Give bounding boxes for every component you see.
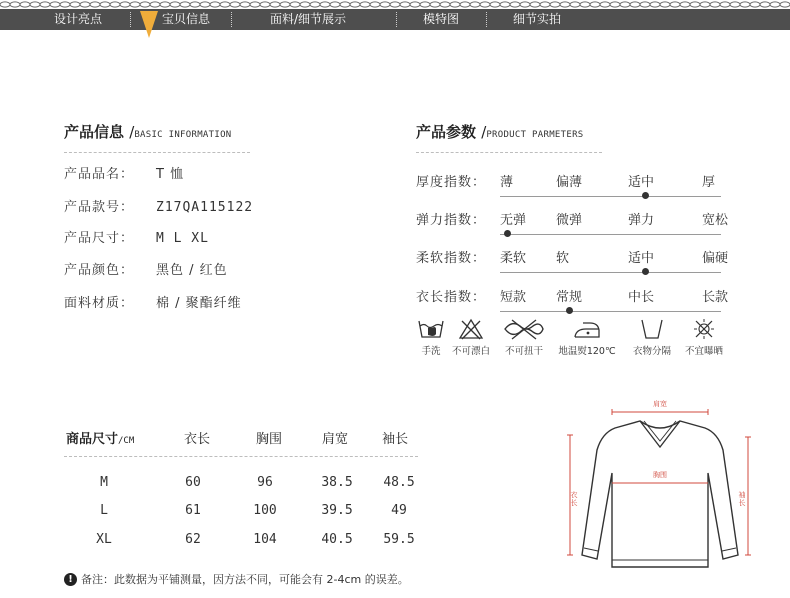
parameter-option: 无弹 [500, 213, 527, 228]
measurement-cell: 40.5 [321, 532, 353, 547]
measurement-cell: 62 [185, 532, 201, 547]
iron-low-temp-icon [572, 318, 602, 340]
no-sun-dry-icon [690, 318, 718, 340]
parameter-option: 软 [556, 251, 570, 266]
size-unit: /CM [118, 436, 135, 446]
measurement-cell: 60 [185, 475, 201, 490]
nav-item-fabric-details[interactable]: 面料/细节展示 [270, 12, 347, 26]
top-nav [0, 0, 790, 30]
measurement-cell: 49 [391, 503, 407, 518]
info-label: 面料材质： [64, 296, 135, 311]
parameter-scale-line [500, 196, 721, 197]
nav-bar [0, 9, 790, 30]
warning-icon: ! [64, 573, 77, 586]
sleeve-length-label: 袖长 [738, 491, 746, 507]
measurement-cell: 104 [253, 532, 277, 547]
parameter-label: 衣长指数： [416, 290, 487, 305]
info-row-name [64, 166, 184, 184]
care-no-sun-dry [674, 318, 734, 357]
dry-separately-icon [638, 318, 666, 340]
care-no-bleach [441, 318, 501, 357]
care-dry-separately [622, 318, 682, 357]
size-table-header-sleeve: 袖长 [382, 432, 409, 447]
parameter-level-marker [504, 230, 511, 237]
care-label: 不可扭干 [504, 346, 543, 357]
heading-slash: / [481, 123, 487, 141]
info-value: T 恤 [156, 167, 185, 182]
divider [64, 456, 418, 457]
measurement-note [64, 571, 409, 587]
parameter-scale-line [500, 311, 721, 312]
measurement-cell: 61 [185, 503, 201, 518]
size-table-header-chest: 胸围 [256, 432, 283, 447]
parameter-label: 弹力指数： [416, 213, 487, 228]
basic-info-title: 产品信息 [64, 123, 125, 141]
info-label: 产品颜色： [64, 263, 135, 278]
body-length-label: 衣长 [570, 491, 578, 507]
basic-info-heading [64, 121, 232, 142]
size-header-label: 商品尺寸 [66, 432, 119, 447]
nav-item-design-highlights[interactable]: 设计亮点 [54, 12, 103, 26]
parameter-option: 薄 [500, 175, 514, 190]
shoulder-width-label: 肩宽 [653, 400, 667, 408]
care-label: 不宜曝晒 [684, 346, 723, 357]
heading-slash: / [129, 123, 135, 141]
parameters-heading [416, 121, 584, 142]
info-value: 棉 / 聚酯纤维 [156, 296, 242, 311]
info-value: Z17QA115122 [156, 200, 254, 215]
measurement-cell: 59.5 [383, 532, 415, 547]
parameter-scale-line [500, 234, 721, 235]
measurement-cell: 39.5 [321, 503, 353, 518]
parameter-option: 微弹 [556, 213, 583, 228]
parameters-title: 产品参数 [416, 123, 477, 141]
care-label: 不可漂白 [451, 346, 490, 357]
parameter-level-marker [566, 307, 573, 314]
no-bleach-icon [457, 318, 485, 340]
parameter-option: 宽松 [702, 213, 729, 228]
parameter-level-marker [642, 268, 649, 275]
info-label: 产品品名： [64, 167, 135, 182]
no-wring-icon [502, 318, 546, 340]
care-label: 手洗 [421, 346, 441, 357]
parameter-option: 柔软 [500, 251, 527, 266]
nav-item-product-info[interactable]: 宝贝信息 [162, 12, 211, 26]
info-row-colors [64, 262, 228, 280]
parameter-option: 偏硬 [702, 251, 729, 266]
parameter-option: 弹力 [628, 213, 655, 228]
parameter-option: 短款 [500, 290, 527, 305]
care-label: 地温熨120℃ [558, 346, 616, 357]
parameter-label: 柔软指数： [416, 251, 487, 266]
parameter-scale-line [500, 272, 721, 273]
parameter-option: 长款 [702, 290, 729, 305]
parameter-label: 厚度指数： [416, 175, 487, 190]
size-table-header-size [66, 428, 134, 447]
chain-border [0, 0, 790, 9]
care-no-wring [494, 318, 554, 357]
size-table-header-shoulder: 肩宽 [322, 432, 349, 447]
nav-separator [130, 12, 131, 27]
parameter-row [416, 247, 729, 283]
divider [416, 152, 602, 153]
basic-info-subtitle: BASIC INFORMATION [134, 130, 232, 140]
size-table-header-length: 衣长 [184, 432, 211, 447]
size-cell: L [100, 503, 108, 518]
divider [64, 152, 250, 153]
info-row-sizes [64, 230, 209, 248]
parameter-level-marker [642, 192, 649, 199]
info-label: 产品尺寸： [64, 231, 135, 246]
garment-measurement-diagram [560, 395, 760, 575]
info-value: M L XL [156, 231, 209, 246]
measurement-cell: 96 [257, 475, 273, 490]
nav-separator [396, 12, 397, 27]
measurement-cell: 38.5 [321, 475, 353, 490]
measurement-cell: 100 [253, 503, 277, 518]
parameter-row [416, 286, 729, 322]
care-low-temp-iron [557, 318, 617, 357]
info-label: 产品款号： [64, 200, 135, 215]
parameter-option: 厚 [702, 175, 716, 190]
nav-separator [486, 12, 487, 27]
parameter-option: 适中 [628, 175, 655, 190]
note-text: 备注：此数据为平铺测量，因方法不同，可能会有 2-4cm 的误差。 [81, 573, 409, 586]
active-tab-pointer-icon [139, 11, 159, 39]
parameter-row [416, 171, 721, 207]
t-shirt-outline-icon [560, 395, 760, 575]
nav-item-detail-photos[interactable]: 细节实拍 [513, 12, 562, 26]
parameters-subtitle: PRODUCT PARMETERS [486, 130, 584, 140]
parameter-row [416, 209, 729, 245]
parameter-option: 中长 [628, 290, 655, 305]
chest-label: 胸围 [653, 471, 667, 479]
nav-item-model-photos[interactable]: 模特图 [423, 12, 460, 26]
size-cell: XL [96, 532, 112, 547]
parameter-option: 常规 [556, 290, 583, 305]
nav-separator [231, 12, 232, 27]
care-label: 衣物分隔 [632, 346, 671, 357]
parameter-option: 适中 [628, 251, 655, 266]
parameter-option: 偏薄 [556, 175, 583, 190]
measurement-cell: 48.5 [383, 475, 415, 490]
size-cell: M [100, 475, 108, 490]
info-value: 黑色 / 红色 [156, 263, 228, 278]
info-row-style-number [64, 199, 253, 217]
info-row-material [64, 295, 242, 313]
